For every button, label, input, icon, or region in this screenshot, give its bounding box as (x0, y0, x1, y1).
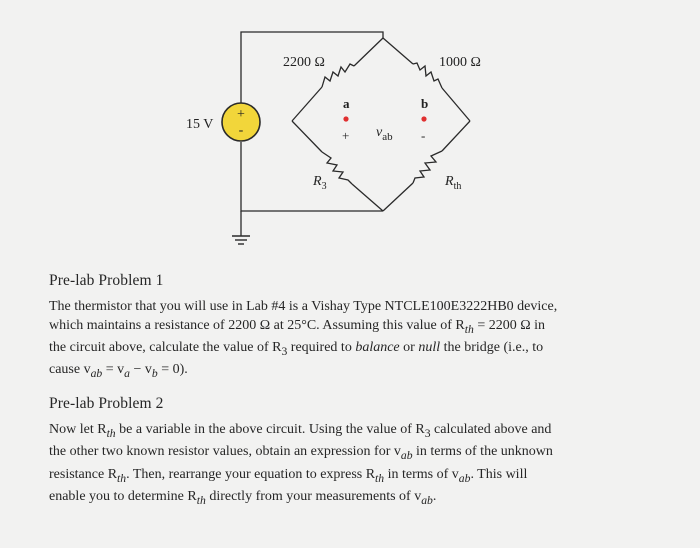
problem1-title: Pre-lab Problem 1 (49, 272, 164, 289)
vab-sub: ab (382, 131, 393, 143)
wire-top-right (383, 38, 413, 64)
source-minus-sign: - (238, 123, 244, 138)
vab-v: v (376, 125, 383, 140)
wire-top-left (354, 38, 383, 66)
wire-right-lower (442, 121, 470, 151)
wire-bottom-right (383, 183, 413, 211)
vab-plus-sign: + (342, 128, 350, 143)
problem2-title: Pre-lab Problem 2 (49, 395, 164, 412)
bridge-circuit-diagram (0, 0, 700, 260)
rth-label (444, 174, 461, 192)
resistor-r3-zigzag (322, 152, 352, 184)
node-b-label: b (421, 96, 429, 111)
vab-minus-sign: - (421, 128, 426, 143)
r3-r: R (313, 174, 322, 189)
resistor-1000-zigzag (413, 63, 442, 88)
node-a-dot (343, 116, 348, 121)
resistor-2200-label: 2200 Ω (283, 55, 325, 70)
rth-sub: th (453, 181, 462, 192)
node-a-label: a (343, 96, 350, 111)
source-label: 15 V (186, 117, 214, 132)
source-plus-sign: + (237, 107, 245, 122)
resistor-2200-zigzag (322, 64, 354, 87)
node-b-dot (421, 116, 426, 121)
r3-sub: 3 (321, 181, 327, 192)
vab-label (376, 125, 393, 143)
wire-right-upper (442, 88, 470, 121)
wire-bottom-left (352, 184, 383, 211)
problem1-body: The thermistor that you will use in Lab #4 is a Vishay Type NTCLE100E3222HB0 device, which maintains a resistance of 2200 Ω at 25°C. Assuming this value of $R_{th} = 2200$ Ω in the circuit above, calculate the value of $R_3$ required to balance or null the bridge (i.e., to cause $v_{ab} = v_a - v_b = 0$). (49, 299, 558, 380)
wire-left-lower (292, 121, 322, 152)
resistor-1000-label: 1000 Ω (439, 55, 481, 70)
problem2-body: Now let $R_{th}$ be a variable in the above circuit. Using the value of $R_3$ calculated above and the other two known resistor values, obtain an expression for $v_{ab}$ in terms of the unknown resistance $R_{th}$. Then, rearrange your equation to express $R_{th}$ in terms of $v_{ab}$. This will enable you to determine $R_{th}$ directly from your measurements of $v_{ab}$. (49, 422, 553, 507)
rth-r: R (445, 174, 454, 189)
bottom-wire (241, 142, 383, 211)
wire-left-upper (292, 87, 322, 121)
r3-label (312, 174, 327, 192)
resistor-rth-zigzag (413, 151, 442, 183)
